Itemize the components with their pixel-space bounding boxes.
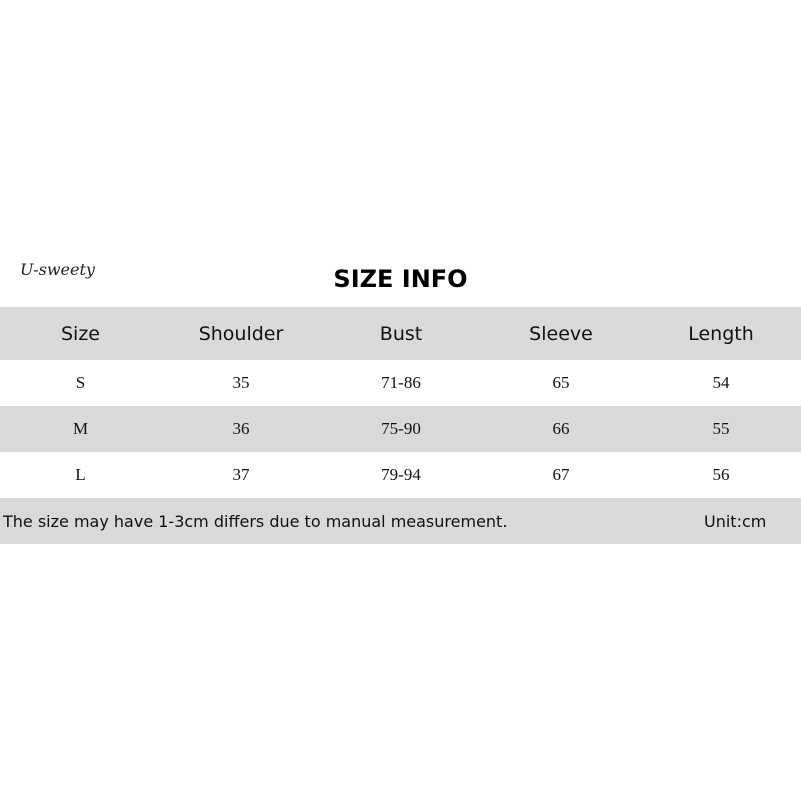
cell-shoulder: 37	[232, 465, 250, 484]
cell-length: 56	[712, 465, 730, 484]
unit-label: Unit:cm	[704, 511, 767, 531]
header-sleeve: Sleeve	[529, 322, 593, 345]
table-row	[0, 360, 801, 406]
cell-shoulder: 35	[232, 373, 250, 392]
cell-sleeve: 66	[552, 419, 570, 438]
size-table	[0, 307, 801, 498]
page-title: SIZE INFO	[333, 265, 468, 293]
table-row	[0, 406, 801, 452]
header-bust: Bust	[379, 322, 423, 345]
cell-bust: 71-86	[381, 373, 421, 392]
cell-sleeve: 65	[552, 373, 570, 392]
measurement-note: The size may have 1-3cm differs due to manual measurement.	[3, 511, 508, 531]
header-length: Length	[688, 322, 754, 345]
table-footer	[0, 498, 801, 544]
cell-shoulder: 36	[232, 419, 250, 438]
cell-size: S	[75, 373, 86, 392]
table-row	[0, 452, 801, 498]
cell-length: 54	[712, 373, 730, 392]
header-shoulder: Shoulder	[198, 322, 284, 345]
cell-bust: 79-94	[381, 465, 421, 484]
table-header-row	[0, 307, 801, 360]
cell-sleeve: 67	[552, 465, 570, 484]
cell-bust: 75-90	[381, 419, 421, 438]
brand-logo: U-sweety	[20, 260, 95, 279]
cell-size: L	[75, 465, 86, 484]
header-size: Size	[60, 322, 100, 345]
cell-length: 55	[712, 419, 730, 438]
cell-size: M	[72, 419, 89, 438]
